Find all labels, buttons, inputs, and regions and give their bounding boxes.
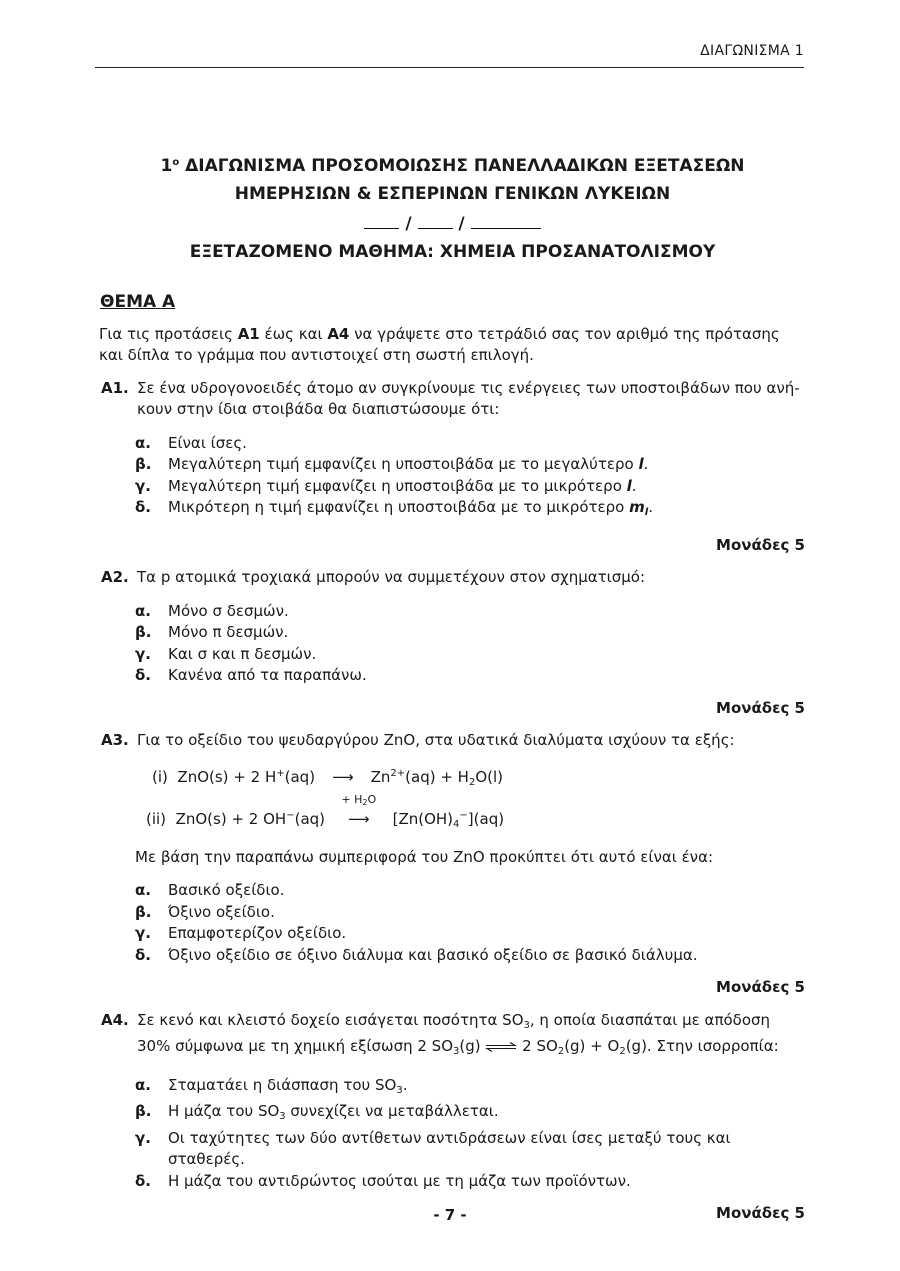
question-number: Α1. (101, 378, 129, 397)
option-g: γ. Μεγαλύτερη τιμή εμφανίζει η υποστοιβάδα με το μικρότερο l. (135, 476, 637, 495)
option-b: β. Όξινο οξείδιο. (135, 902, 275, 921)
title-line-4: ΕΞΕΤΑΖΟΜΕΝΟ ΜΑΘΗΜΑ: ΧΗΜΕΙΑ ΠΡΟΣΑΝΑΤΟΛΙΣΜΟΥ (189, 242, 716, 262)
options-a2 (135, 601, 805, 687)
option-g: γ. Και σ και π δεσμών. (135, 644, 317, 663)
equilibrium-arrow-icon (485, 1042, 517, 1052)
instructions: Για τις προτάσεις Α1 έως και Α4 να γράψετε στο τετράδιό σας τον αριθμό της πρότασης και δίπλα το γράμμα που αντιστοιχεί στη σωστή επιλογή. (99, 324, 780, 364)
reaction-arrow: + $H_2O$ ⟶ (330, 809, 388, 831)
header-rule (95, 67, 804, 68)
option-d: δ. Όξινο οξείδιο σε όξινο διάλυμα και βασικό οξείδιο σε βασικό διάλυμα. (135, 945, 698, 964)
question-a4 (97, 1010, 805, 1063)
option-d: δ. Η μάζα του αντιδρώντος ισούται με τη μάζα των προϊόντων. (135, 1171, 631, 1190)
option-a: α. Βασικό οξείδιο. (135, 881, 285, 899)
option-a: α. Μόνο σ δεσμών. (135, 601, 289, 620)
page-number: - 7 - (433, 1206, 467, 1224)
question-text: Σε ένα υδρογονοειδές άτομο αν συγκρίνουμε τις ενέργειες των υποστοιβάδων που ανή-κουν στην ίδια στοιβάδα θα διαπιστώσουμε ότι: (137, 378, 800, 418)
title-line-2: ΗΜΕΡΗΣΙΩΝ & ΕΣΠΕΡΙΝΩΝ ΓΕΝΙΚΩΝ ΛΥΚΕΙΩΝ (234, 184, 671, 204)
theme-a-content (97, 292, 805, 1236)
marks-a3: Μονάδες 5 (716, 978, 805, 996)
running-header: ΔΙΑΓΩΝΙΣΜΑ 1 (700, 43, 804, 59)
year-blank (471, 208, 541, 229)
reaction-arrow: ⟶ (332, 767, 354, 786)
question-a2 (97, 567, 805, 589)
question-a3 (97, 730, 805, 752)
question-a1 (97, 378, 805, 421)
exam-title (95, 149, 810, 266)
month-blank (418, 208, 453, 229)
arrow-condition: + $H_2O$ (341, 793, 377, 807)
option-b: β. Μεγαλύτερη τιμή εμφανίζει η υποστοιβάδα με το μεγαλύτερο l. (135, 455, 649, 473)
options-a3 (135, 880, 805, 966)
options-a1 (135, 433, 805, 524)
question-number: Α2. (101, 568, 129, 586)
question-followup: Με βάση την παραπάνω συμπεριφορά του ZnO προκύπτει ότι αυτό είναι ένα: (135, 847, 714, 866)
option-d: δ. Μικρότερη η τιμή εμφανίζει η υποστοιβάδα με το μικρότερο $m_l$. (135, 498, 653, 518)
option-a: α. Είναι ίσες. (135, 433, 247, 452)
question-number: Α3. (101, 731, 129, 749)
question-text: Σε κενό και κλειστό δοχείο εισάγεται ποσότητα $SO_3$, η οποία διασπάται με απόδοση 30% σύμφωνα με τη χημική εξίσωση 2 $SO_3(g)$ 2 $SO_2(g) + O_2(g)$. Στην ισορροπία: (137, 1010, 779, 1057)
marks-a2: Μονάδες 5 (716, 698, 805, 717)
option-b: β. Μόνο π δεσμών. (135, 623, 289, 641)
date-blanks: / / (95, 208, 810, 238)
option-g: γ. Επαμφοτερίζον οξείδιο. (135, 924, 347, 942)
question-text: Για το οξείδιο του ψευδαργύρου ZnO, στα υδατικά διαλύματα ισχύουν τα εξής: (137, 731, 735, 749)
question-text: Τα p ατομικά τροχιακά μπορούν να συμμετέχουν στον σχηματισμό: (137, 568, 646, 586)
option-b: β. Η μάζα του $SO_3$ συνεχίζει να μεταβάλλεται. (135, 1102, 499, 1122)
marks-a4: Μονάδες 5 (716, 1204, 805, 1222)
marks-a1: Μονάδες 5 (716, 535, 805, 554)
title-line-1: $1^o$ ΔΙΑΓΩΝΙΣΜΑ ΠΡΟΣΟΜΟΙΩΣΗΣ ΠΑΝΕΛΛΑΔΙΚΩΝ ΕΞΕΤΑΣΕΩΝ (160, 156, 745, 176)
question-number: Α4. (101, 1010, 129, 1029)
option-d: δ. Κανένα από τα παραπάνω. (135, 666, 367, 684)
day-blank (364, 208, 399, 229)
theme-heading: ΘΕΜΑ Α (100, 292, 176, 312)
option-a: α. Σταματάει η διάσπαση του $SO_3$. (135, 1075, 408, 1096)
reaction-ii: (ii) ZnO(s) + 2 OH−(aq) + $H_2O$ ⟶ $[Zn(OH)_4^-](aq)$ (146, 793, 505, 830)
reaction-i: (i) ZnO(s) + 2 H+(aq) ⟶ $Zn^{2+}(aq) + H_2O(l)$ (152, 767, 504, 788)
option-g: γ. Οι ταχύτητες των δύο αντίθετων αντιδράσεων είναι ίσες μεταξύ τους και σταθερές. (135, 1128, 731, 1168)
options-a4 (135, 1075, 805, 1193)
